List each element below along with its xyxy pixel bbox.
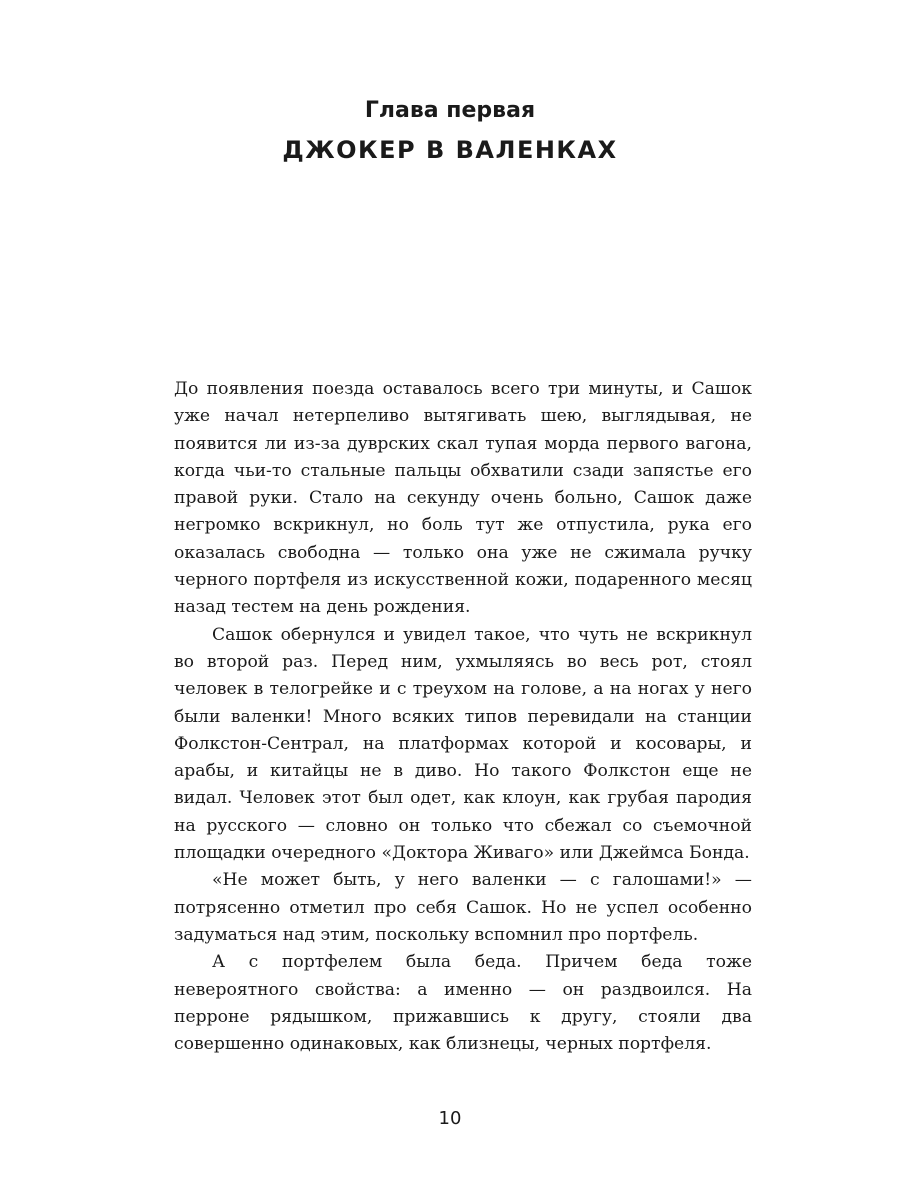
paragraph: До появления поезда оставалось всего три минуты, и Сашок уже начал нетерпеливо вытягивать шею, выглядывая, не появится ли из-за дуврских скал тупая морда первого вагона, когда чьи-то стальные пальцы обхватили сзади запястье его правой руки. Стало на секунду очень больно, Сашок даже негромко вскрикнул, но боль тут же отпустила, рука его оказалась свободна — только она уже не сжимала ручку черного портфеля из искусственной кожи, подаренного месяц назад тестем на день рождения. bbox=[174, 379, 752, 618]
chapter-label: Глава первая bbox=[364, 98, 536, 123]
chapter-title: ДЖОКЕР В ВАЛЕНКАХ bbox=[282, 136, 618, 164]
paragraph: Сашок обернулся и увидел такое, что чуть не вскрикнул во второй раз. Перед ним, ухмыляясь во весь рот, стоял человек в телогрейке и с треухом на голове, а на ногах у него были валенки! Много всяких типов перевидали на станции Фолкстон-Сентрал, на платформах которой и косовары, и арабы, и китайцы не в диво. Но такого Фолкстон еще не видал. Человек этот был одет, как клоун, как грубая пародия на русского — словно он только что сбежал со съемочной площадки очередного «Доктора Живаго» или Джеймса Бонда. bbox=[174, 624, 752, 864]
paragraph: «Не может быть, у него валенки — с галошами!» — потрясенно отметил про себя Сашок. Но не успел особенно задуматься над этим, поскольку вспомнил про портфель. bbox=[174, 870, 752, 945]
body-text bbox=[174, 376, 752, 1058]
paragraph: А с портфелем была беда. Причем беда тоже невероятного свойства: а именно — он раздвоился. На перроне рядышком, прижавшись к другу, стояли два совершенно одинаковых, как близнецы, черных портфеля. bbox=[174, 952, 752, 1055]
page-number: 10 bbox=[438, 1108, 462, 1129]
